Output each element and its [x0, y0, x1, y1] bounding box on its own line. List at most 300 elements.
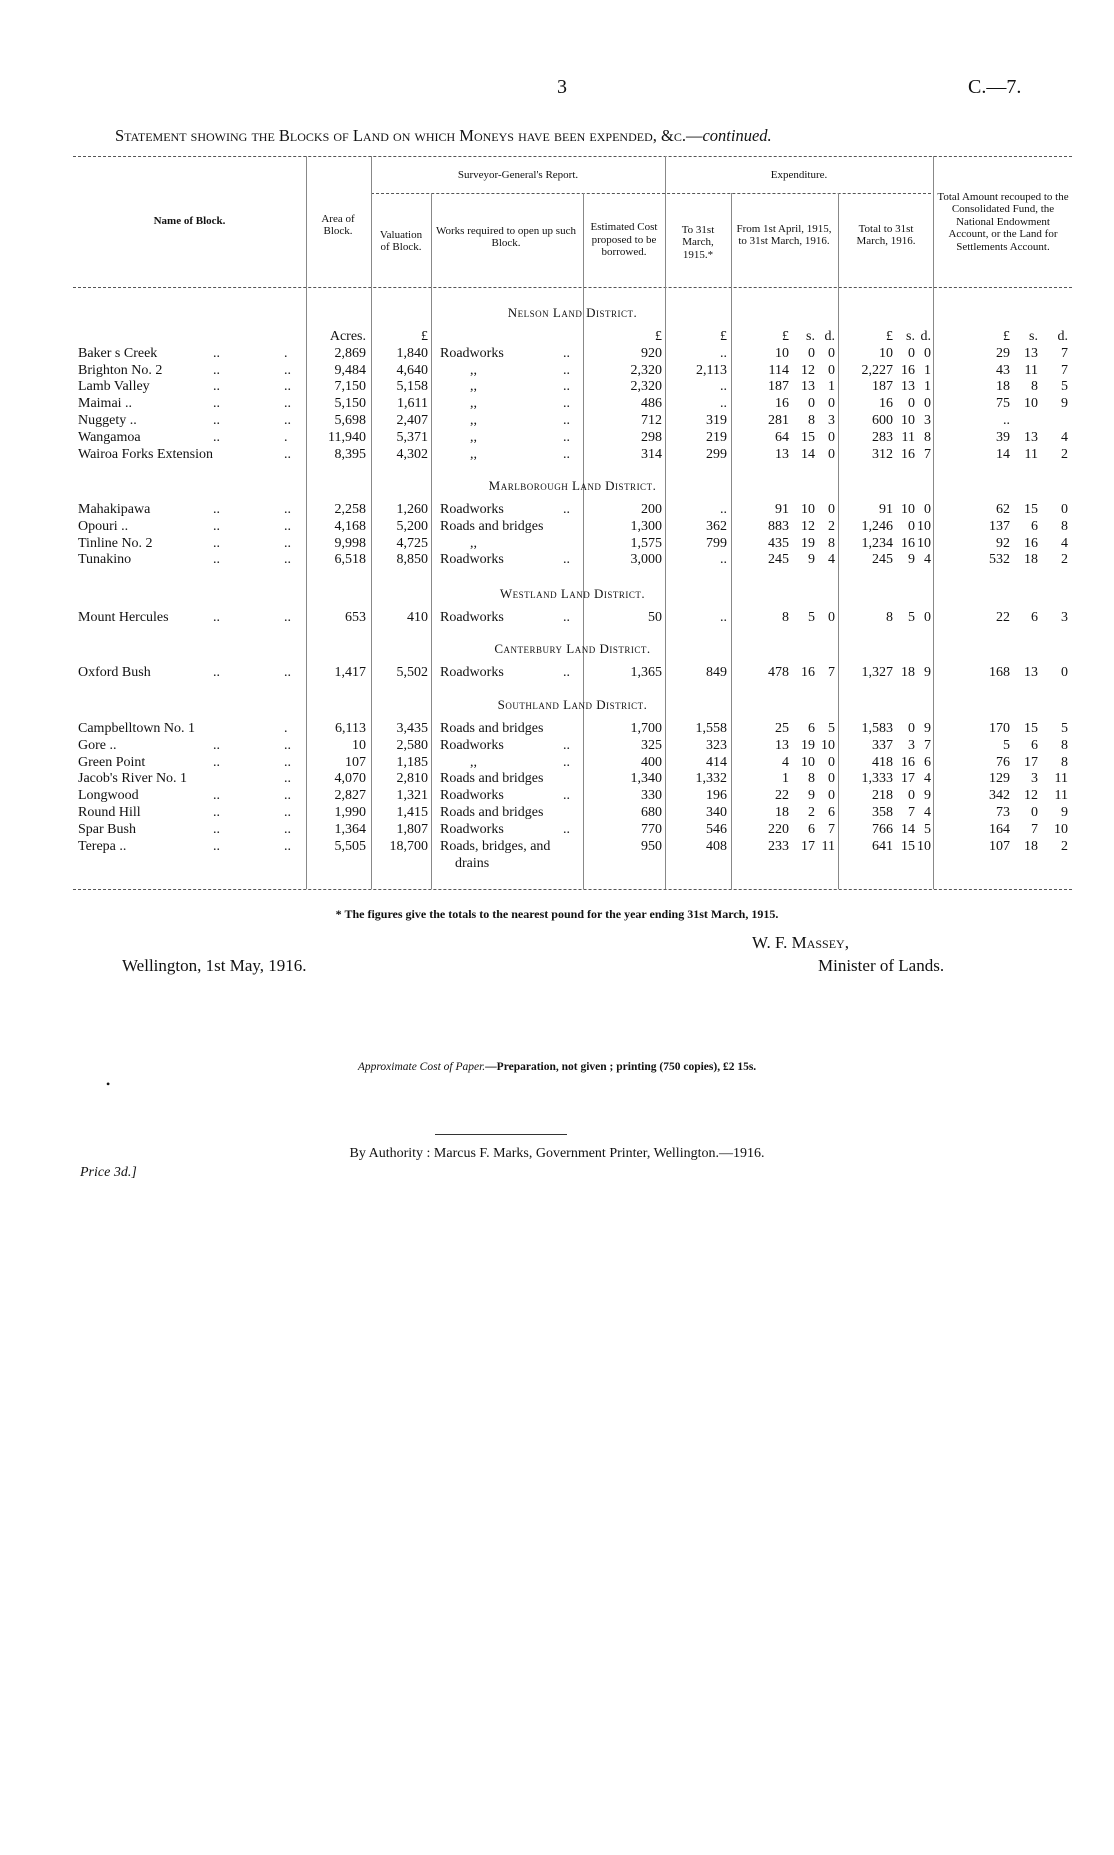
- leader-dots: ..: [213, 610, 220, 625]
- expenditure-to-1915: ..: [720, 379, 727, 394]
- from-pence: 0: [828, 396, 835, 411]
- recouped-pence: 5: [1061, 379, 1068, 394]
- header-expenditure: Expenditure.: [770, 168, 828, 181]
- from-shillings: 6: [808, 721, 815, 736]
- total-pounds: 2,227: [861, 363, 893, 378]
- expenditure-to-1915: ..: [720, 610, 727, 625]
- recouped-pounds: 170: [989, 721, 1010, 736]
- block-name: Nuggety ..: [78, 413, 137, 428]
- from-shillings: 2: [808, 805, 815, 820]
- recouped-pence: 5: [1061, 721, 1068, 736]
- total-shillings: 0: [908, 396, 915, 411]
- total-pence: 0: [924, 610, 931, 625]
- expenditure-to-1915: ..: [720, 346, 727, 361]
- area-value: 9,484: [334, 363, 366, 378]
- total-pence: 8: [924, 430, 931, 445]
- block-name: Wairoa Forks Extension: [78, 447, 213, 462]
- header-recouped: Total Amount recouped to the Consolidated Fund, the National Endowment Account, or the Land for Settlements Account.: [937, 190, 1069, 253]
- recouped-shillings: 12: [1024, 788, 1038, 803]
- total-shillings: 9: [908, 552, 915, 567]
- expenditure-to-1915: ..: [720, 502, 727, 517]
- works-required: Roadworks: [440, 822, 504, 837]
- area-value: 5,150: [334, 396, 366, 411]
- expenditure-to-1915: 1,558: [695, 721, 727, 736]
- leader-dots: ..: [213, 755, 220, 770]
- works-required: ,,: [470, 413, 477, 428]
- valuation-value: 410: [407, 610, 428, 625]
- units-valuation: £: [421, 329, 428, 344]
- leader-dots: ..: [563, 822, 570, 837]
- recouped-pounds: 75: [996, 396, 1010, 411]
- district-heading: Westland Land District.: [499, 586, 646, 601]
- expenditure-to-1915: 299: [706, 447, 727, 462]
- block-name: Tunakino: [78, 552, 132, 567]
- recouped-pence: 2: [1061, 552, 1068, 567]
- valuation-value: 2,580: [396, 738, 428, 753]
- units-to1915: £: [720, 329, 727, 344]
- header-name-of-block: Name of Block.: [153, 215, 226, 228]
- valuation-value: 4,302: [396, 447, 428, 462]
- recouped-pence: 9: [1061, 805, 1068, 820]
- total-shillings: 15: [901, 839, 915, 854]
- units-shillings: s.: [806, 329, 815, 344]
- total-shillings: 17: [901, 771, 915, 786]
- from-pounds: 220: [768, 822, 789, 837]
- leader-dots: ..: [563, 665, 570, 680]
- from-pence: 3: [828, 413, 835, 428]
- leader-dots: ..: [563, 502, 570, 517]
- leader-dots: ..: [213, 665, 220, 680]
- block-name: Maimai ..: [78, 396, 133, 411]
- block-name: Green Point: [78, 755, 146, 770]
- leader-dots: ..: [284, 788, 291, 803]
- header-from-1915: From 1st April, 1915, to 31st March, 1916.: [736, 222, 832, 247]
- from-pounds: 64: [775, 430, 789, 445]
- from-pence: 0: [828, 788, 835, 803]
- from-shillings: 10: [801, 502, 815, 517]
- header-area: Area of Block.: [321, 212, 355, 237]
- recouped-pounds: 129: [989, 771, 1010, 786]
- header-valuation: Valuation of Block.: [379, 228, 423, 253]
- from-pounds: 10: [775, 346, 789, 361]
- area-value: 107: [345, 755, 366, 770]
- total-pence: 4: [924, 552, 931, 567]
- estimated-cost: 1,700: [630, 721, 662, 736]
- works-required: Roadworks: [440, 346, 504, 361]
- recouped-shillings: 7: [1031, 822, 1038, 837]
- header-bottom-rule: [73, 287, 1072, 288]
- from-pounds: 25: [775, 721, 789, 736]
- leader-dots: ..: [563, 610, 570, 625]
- area-value: 2,258: [334, 502, 366, 517]
- from-pence: 0: [828, 430, 835, 445]
- recouped-pence: 3: [1061, 610, 1068, 625]
- recouped-pence: 10: [1054, 822, 1068, 837]
- recouped-pounds: 29: [996, 346, 1010, 361]
- recouped-shillings: 18: [1024, 552, 1038, 567]
- expenditure-to-1915: 849: [706, 665, 727, 680]
- leader-dots: ..: [284, 519, 291, 534]
- recouped-shillings: 0: [1031, 805, 1038, 820]
- total-pounds: 312: [872, 447, 893, 462]
- total-shillings: 0: [908, 721, 915, 736]
- leader-dots: ..: [213, 363, 220, 378]
- from-shillings: 8: [808, 413, 815, 428]
- valuation-value: 4,640: [396, 363, 428, 378]
- recouped-pounds: 76: [996, 755, 1010, 770]
- from-shillings: 12: [801, 519, 815, 534]
- leader-dots: ..: [563, 379, 570, 394]
- total-pence: 7: [924, 738, 931, 753]
- from-shillings: 19: [801, 738, 815, 753]
- total-pence: 1: [924, 379, 931, 394]
- works-required: Roadworks: [440, 610, 504, 625]
- valuation-value: 1,415: [396, 805, 428, 820]
- area-value: 5,505: [334, 839, 366, 854]
- area-value: 11,940: [328, 430, 366, 445]
- area-value: 8,395: [334, 447, 366, 462]
- from-shillings: 8: [808, 771, 815, 786]
- from-shillings: 15: [801, 430, 815, 445]
- leader-dots: ..: [284, 610, 291, 625]
- total-pounds: 1,333: [861, 771, 893, 786]
- total-pence: 10: [917, 519, 931, 534]
- block-name: Tinline No. 2: [78, 536, 153, 551]
- from-pounds: 22: [775, 788, 789, 803]
- leader-dots: ..: [213, 552, 220, 567]
- estimated-cost: 950: [641, 839, 662, 854]
- price: Price 3d.]: [80, 1165, 137, 1180]
- leader-dots: ..: [213, 430, 220, 445]
- units-pence: d.: [1057, 329, 1068, 344]
- total-pence: 3: [924, 413, 931, 428]
- total-pounds: 218: [872, 788, 893, 803]
- from-pence: 5: [828, 721, 835, 736]
- from-pence: 0: [828, 610, 835, 625]
- recouped-shillings: 6: [1031, 738, 1038, 753]
- leader-dots: ..: [284, 379, 291, 394]
- from-pounds: 16: [775, 396, 789, 411]
- total-pounds: 187: [872, 379, 893, 394]
- estimated-cost: 298: [641, 430, 662, 445]
- total-shillings: 0: [908, 788, 915, 803]
- from-pounds: 883: [768, 519, 789, 534]
- total-pounds: 418: [872, 755, 893, 770]
- from-shillings: 19: [801, 536, 815, 551]
- valuation-value: 1,321: [396, 788, 428, 803]
- units-shillings: s.: [906, 329, 915, 344]
- total-pounds: 358: [872, 805, 893, 820]
- leader-dots: ..: [284, 805, 291, 820]
- units-area: Acres.: [329, 329, 366, 344]
- works-required: Roads and bridges: [440, 805, 544, 820]
- leader-dots: ..: [563, 346, 570, 361]
- leader-dots: ..: [213, 822, 220, 837]
- recouped-pence: 0: [1061, 665, 1068, 680]
- from-pounds: 13: [775, 738, 789, 753]
- block-name: Jacob's River No. 1: [78, 771, 188, 786]
- recouped-shillings: 8: [1031, 379, 1038, 394]
- block-name: Mahakipawa: [78, 502, 151, 517]
- authority-line: [0, 1146, 1114, 1162]
- from-pence: 8: [828, 536, 835, 551]
- recouped-shillings: 17: [1024, 755, 1038, 770]
- from-pounds: 91: [775, 502, 789, 517]
- block-name: Opouri ..: [78, 519, 129, 534]
- area-value: 6,518: [334, 552, 366, 567]
- cost-of-paper: [0, 1061, 1114, 1073]
- cost-text: —Preparation, not given ; printing (750 copies), £2 15s.: [485, 1061, 757, 1073]
- recouped-pounds: 43: [996, 363, 1010, 378]
- estimated-cost: 325: [641, 738, 662, 753]
- from-pounds: 233: [768, 839, 789, 854]
- works-required: ,,: [470, 363, 477, 378]
- leader-dots: ..: [213, 502, 220, 517]
- total-pence: 9: [924, 788, 931, 803]
- estimated-cost: 400: [641, 755, 662, 770]
- works-required: Roadworks: [440, 552, 504, 567]
- recouped-shillings: 13: [1024, 665, 1038, 680]
- estimated-cost: 3,000: [630, 552, 662, 567]
- leader-dots: ..: [284, 413, 291, 428]
- recouped-pounds: 5: [1003, 738, 1010, 753]
- recouped-pence: 2: [1061, 839, 1068, 854]
- from-shillings: 0: [808, 396, 815, 411]
- document-reference: C.—7.: [968, 76, 1022, 98]
- recouped-shillings: 11: [1024, 363, 1038, 378]
- total-pounds: 1,583: [861, 721, 893, 736]
- estimated-cost: 1,575: [630, 536, 662, 551]
- block-name: Spar Bush: [78, 822, 136, 837]
- area-value: 4,070: [334, 771, 366, 786]
- from-pence: 0: [828, 755, 835, 770]
- recouped-pounds: 164: [989, 822, 1010, 837]
- recouped-pounds: ..: [1003, 413, 1010, 428]
- total-shillings: 13: [901, 379, 915, 394]
- valuation-value: 8,850: [396, 552, 428, 567]
- expenditure-to-1915: 546: [706, 822, 727, 837]
- signatory-title: Minister of Lands.: [818, 956, 945, 975]
- area-value: 10: [352, 738, 366, 753]
- leader-dots: ..: [563, 788, 570, 803]
- total-pence: 9: [924, 721, 931, 736]
- leader-dots: ..: [563, 396, 570, 411]
- total-pounds: 1,327: [861, 665, 893, 680]
- from-pence: 7: [828, 665, 835, 680]
- total-pounds: 337: [872, 738, 893, 753]
- from-pounds: 13: [775, 447, 789, 462]
- total-pounds: 1,246: [861, 519, 893, 534]
- leader-dots: ..: [284, 839, 291, 854]
- from-shillings: 6: [808, 822, 815, 837]
- block-name: Mount Hercules: [78, 610, 169, 625]
- total-shillings: 18: [901, 665, 915, 680]
- recouped-pence: 11: [1054, 788, 1068, 803]
- works-required: ,,: [470, 447, 477, 462]
- estimated-cost: 486: [641, 396, 662, 411]
- recouped-pounds: 62: [996, 502, 1010, 517]
- recouped-pounds: 39: [996, 430, 1010, 445]
- works-required: Roadworks: [440, 502, 504, 517]
- column-divider: [933, 156, 934, 889]
- recouped-pounds: 168: [989, 665, 1010, 680]
- leader-dots: ..: [563, 413, 570, 428]
- total-pence: 7: [924, 447, 931, 462]
- from-shillings: 9: [808, 552, 815, 567]
- from-pence: 2: [828, 519, 835, 534]
- leader-dots: .: [284, 346, 288, 361]
- from-pence: 6: [828, 805, 835, 820]
- works-required: Roadworks: [440, 738, 504, 753]
- from-pounds: 18: [775, 805, 789, 820]
- expenditure-to-1915: 414: [706, 755, 727, 770]
- total-shillings: 16: [901, 755, 915, 770]
- block-name: Wangamoa: [78, 430, 141, 445]
- table-bottom-rule: [73, 889, 1072, 890]
- header-total-1916: Total to 31st March, 1916.: [856, 222, 916, 247]
- recouped-shillings: 13: [1024, 346, 1038, 361]
- leader-dots: ..: [563, 430, 570, 445]
- leader-dots: ..: [284, 665, 291, 680]
- block-name: Gore ..: [78, 738, 117, 753]
- leader-dots: ..: [213, 379, 220, 394]
- leader-dots: ..: [284, 363, 291, 378]
- total-shillings: 0: [908, 346, 915, 361]
- total-pence: 4: [924, 771, 931, 786]
- leader-dots: ..: [284, 396, 291, 411]
- estimated-cost: 2,320: [630, 363, 662, 378]
- from-pence: 0: [828, 447, 835, 462]
- leader-dots: ..: [284, 738, 291, 753]
- from-shillings: 14: [801, 447, 815, 462]
- valuation-value: 2,407: [396, 413, 428, 428]
- header-estimated-cost: Estimated Cost proposed to be borrowed.: [590, 221, 658, 259]
- total-shillings: 16: [901, 447, 915, 462]
- works-required: Roads and bridges: [440, 771, 544, 786]
- from-pence: 10: [821, 738, 835, 753]
- leader-dots: ..: [213, 839, 220, 854]
- block-name: Oxford Bush: [78, 665, 151, 680]
- recouped-pence: 0: [1061, 502, 1068, 517]
- leader-dots: ..: [284, 502, 291, 517]
- valuation-value: 3,435: [396, 721, 428, 736]
- total-pence: 6: [924, 755, 931, 770]
- total-pence: 5: [924, 822, 931, 837]
- header-works: Works required to open up such Block.: [436, 224, 576, 249]
- signatory-name: W. F. Massey,: [752, 933, 849, 952]
- valuation-value: 5,502: [396, 665, 428, 680]
- total-shillings: 16: [901, 536, 915, 551]
- units-pence: d.: [824, 329, 835, 344]
- recouped-shillings: 3: [1031, 771, 1038, 786]
- units-estimated: £: [655, 329, 662, 344]
- from-pounds: 4: [782, 755, 789, 770]
- area-value: 1,990: [334, 805, 366, 820]
- total-shillings: 10: [901, 413, 915, 428]
- from-shillings: 10: [801, 755, 815, 770]
- area-value: 9,998: [334, 536, 366, 551]
- total-pence: 4: [924, 805, 931, 820]
- valuation-value: 1,260: [396, 502, 428, 517]
- valuation-value: 1,840: [396, 346, 428, 361]
- valuation-value: 1,185: [396, 755, 428, 770]
- from-shillings: 17: [801, 839, 815, 854]
- district-heading: Marlborough Land District.: [488, 478, 657, 493]
- total-pounds: 600: [872, 413, 893, 428]
- works-required: ,,: [470, 430, 477, 445]
- leader-dots: ..: [563, 755, 570, 770]
- total-shillings: 7: [908, 805, 915, 820]
- footnote: * The figures give the totals to the nearest pound for the year ending 31st March, 1915.: [335, 907, 779, 921]
- recouped-pounds: 107: [989, 839, 1010, 854]
- total-shillings: 3: [908, 738, 915, 753]
- leader-dots: ..: [213, 346, 220, 361]
- expenditure-to-1915: ..: [720, 552, 727, 567]
- block-name: Campbelltown No. 1: [78, 721, 196, 736]
- estimated-cost: 920: [641, 346, 662, 361]
- expenditure-to-1915: 319: [706, 413, 727, 428]
- total-shillings: 14: [901, 822, 915, 837]
- valuation-value: 1,807: [396, 822, 428, 837]
- surveyor-sub-rule: [371, 193, 931, 194]
- valuation-value: 18,700: [389, 839, 428, 854]
- valuation-value: 1,611: [397, 396, 428, 411]
- leader-dots: ..: [213, 536, 220, 551]
- recouped-pounds: 73: [996, 805, 1010, 820]
- from-pounds: 187: [768, 379, 789, 394]
- works-required: Roadworks: [440, 665, 504, 680]
- total-pence: 0: [924, 396, 931, 411]
- block-name: Round Hill: [78, 805, 141, 820]
- district-heading: Southland Land District.: [497, 697, 648, 712]
- works-required: Roads and bridges: [440, 519, 544, 534]
- block-name: Brighton No. 2: [78, 363, 163, 378]
- works-required: ,,: [470, 536, 477, 551]
- leader-dots: ..: [563, 552, 570, 567]
- works-required: Roads and bridges: [440, 721, 544, 736]
- recouped-pounds: 14: [996, 447, 1010, 462]
- recouped-shillings: 10: [1024, 396, 1038, 411]
- leader-dots: ..: [284, 536, 291, 551]
- district-heading: Nelson Land District.: [507, 305, 638, 320]
- recouped-pence: 7: [1061, 363, 1068, 378]
- from-shillings: 12: [801, 363, 815, 378]
- recouped-shillings: 18: [1024, 839, 1038, 854]
- recouped-shillings: 15: [1024, 502, 1038, 517]
- estimated-cost: 712: [641, 413, 662, 428]
- authority-rule: [435, 1134, 567, 1135]
- estimated-cost: 200: [641, 502, 662, 517]
- recouped-shillings: 15: [1024, 721, 1038, 736]
- expenditure-to-1915: 1,332: [695, 771, 727, 786]
- from-pence: 0: [828, 346, 835, 361]
- from-pounds: 114: [768, 363, 789, 378]
- estimated-cost: 314: [641, 447, 662, 462]
- recouped-shillings: 16: [1024, 536, 1038, 551]
- from-shillings: 5: [808, 610, 815, 625]
- title-main: Statement showing the Blocks of Land on which Moneys have been expended, &c.—: [115, 126, 703, 145]
- expenditure-to-1915: 2,113: [696, 363, 727, 378]
- area-value: 7,150: [334, 379, 366, 394]
- leader-dots: ..: [213, 738, 220, 753]
- recouped-pounds: 92: [996, 536, 1010, 551]
- total-pence: 0: [924, 502, 931, 517]
- recouped-pence: 7: [1061, 346, 1068, 361]
- from-pence: 1: [828, 379, 835, 394]
- leader-dots: ..: [284, 755, 291, 770]
- from-pence: 0: [828, 771, 835, 786]
- recouped-pounds: 18: [996, 379, 1010, 394]
